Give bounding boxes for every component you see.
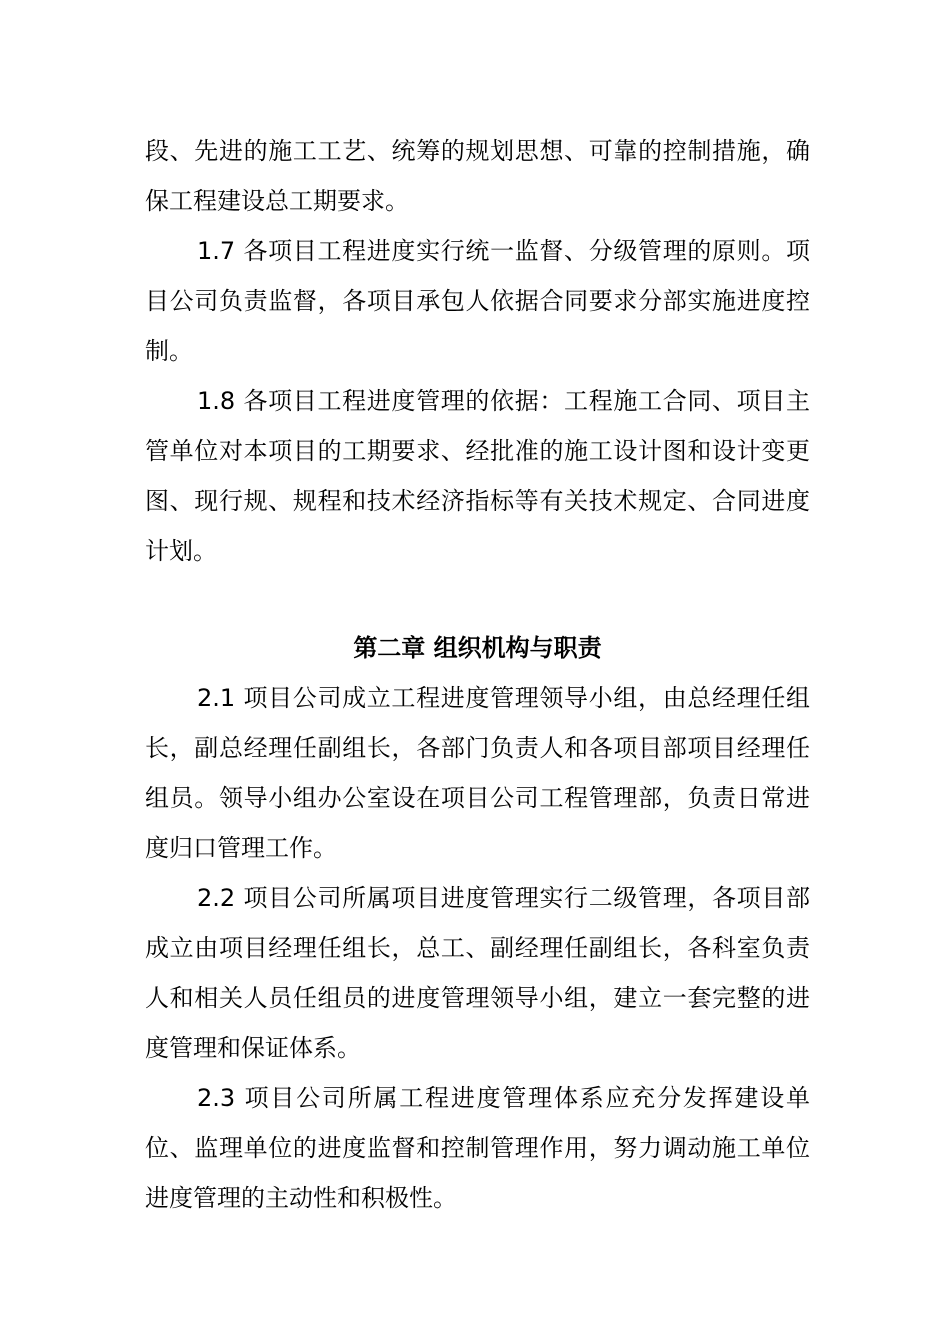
- section-1-text: [145, 126, 810, 576]
- paragraph-continuation: 段、先进的施工工艺、统筹的规划思想、可靠的控制措施，确保工程建设总工期要求。: [145, 137, 810, 215]
- paragraph-2-1: 2.1 项目公司成立工程进度管理领导小组，由总经理任组长，副总经理任副组长，各部门负责人和各项目部项目经理任组员。领导小组办公室设在项目公司工程管理部，负责日常进度归口管理工作。: [145, 684, 810, 862]
- paragraph-1-8: 1.8 各项目工程进度管理的依据：工程施工合同、项目主管单位对本项目的工期要求、经批准的施工设计图和设计变更图、现行规、规程和技术经济指标等有关技术规定、合同进度计划。: [145, 387, 810, 565]
- chapter-title: 第二章 组织机构与职责: [353, 634, 602, 662]
- paragraph-2-2: 2.2 项目公司所属项目进度管理实行二级管理，各项目部成立由项目经理任组长，总工、副经理任副组长，各科室负责人和相关人员任组员的进度管理领导小组，建立一套完整的进度管理和保证体系。: [145, 884, 810, 1062]
- paragraph-1-7: 1.7 各项目工程进度实行统一监督、分级管理的原则。项目公司负责监督，各项目承包人依据合同要求分部实施进度控制。: [145, 237, 810, 365]
- section-2-text: [145, 673, 810, 1223]
- paragraph-2-3: 2.3 项目公司所属工程进度管理体系应充分发挥建设单位、监理单位的进度监督和控制管理作用，努力调动施工单位进度管理的主动性和积极性。: [145, 1084, 810, 1212]
